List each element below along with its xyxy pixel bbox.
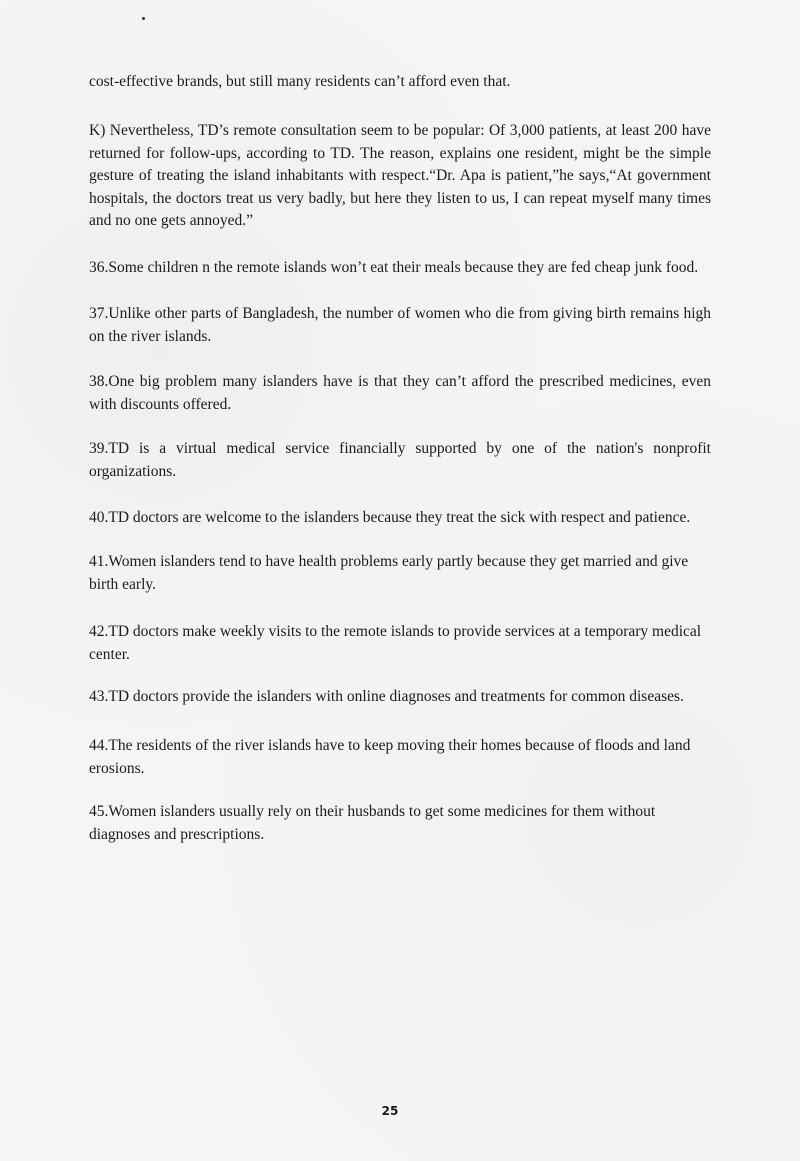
- statement-37: 37.Unlike other parts of Bangladesh, the number of women who die from giving birth remains high on the river islands.: [89, 305, 711, 345]
- scan-speck: [142, 17, 145, 20]
- statement-44: 44.The residents of the river islands have to keep moving their homes because of floods and land erosions.: [89, 737, 691, 777]
- statement-43: 43.TD doctors provide the islanders with online diagnoses and treatments for common diseases.: [89, 688, 684, 705]
- statement-42: 42.TD doctors make weekly visits to the remote islands to provide services at a temporary medical center.: [89, 623, 702, 663]
- statement-45: 45.Women islanders usually rely on their husbands to get some medicines for them without diagnoses and prescriptions.: [89, 803, 656, 843]
- continuation-text: cost-effective brands, but still many residents can’t afford even that.: [89, 73, 511, 90]
- paragraph-k: K) Nevertheless, TD’s remote consultation seem to be popular: Of 3,000 patients, at least 200 have returned for follow-ups, according to TD. The reason, explains one resident, might be the simple gesture of treating the island inhabitants with respect.“Dr. Apa is patient,”he says,“At government hospitals, the doctors treat us very badly, but here they listen to us, I can repeat myself many times and no one gets annoyed.”: [89, 122, 711, 229]
- statement-40: 40.TD doctors are welcome to the islanders because they treat the sick with respect and patience.: [89, 509, 691, 526]
- statement-41: 41.Women islanders tend to have health problems early partly because they get married and give birth early.: [89, 553, 689, 593]
- statement-36: 36.Some children n the remote islands won’t eat their meals because they are fed cheap junk food.: [89, 259, 699, 276]
- page-number: 25: [381, 1104, 399, 1118]
- statement-38: 38.One big problem many islanders have is that they can’t afford the prescribed medicines, even with discounts offered.: [89, 373, 711, 413]
- statement-39: 39.TD is a virtual medical service financially supported by one of the nation's nonprofit organizations.: [89, 440, 711, 480]
